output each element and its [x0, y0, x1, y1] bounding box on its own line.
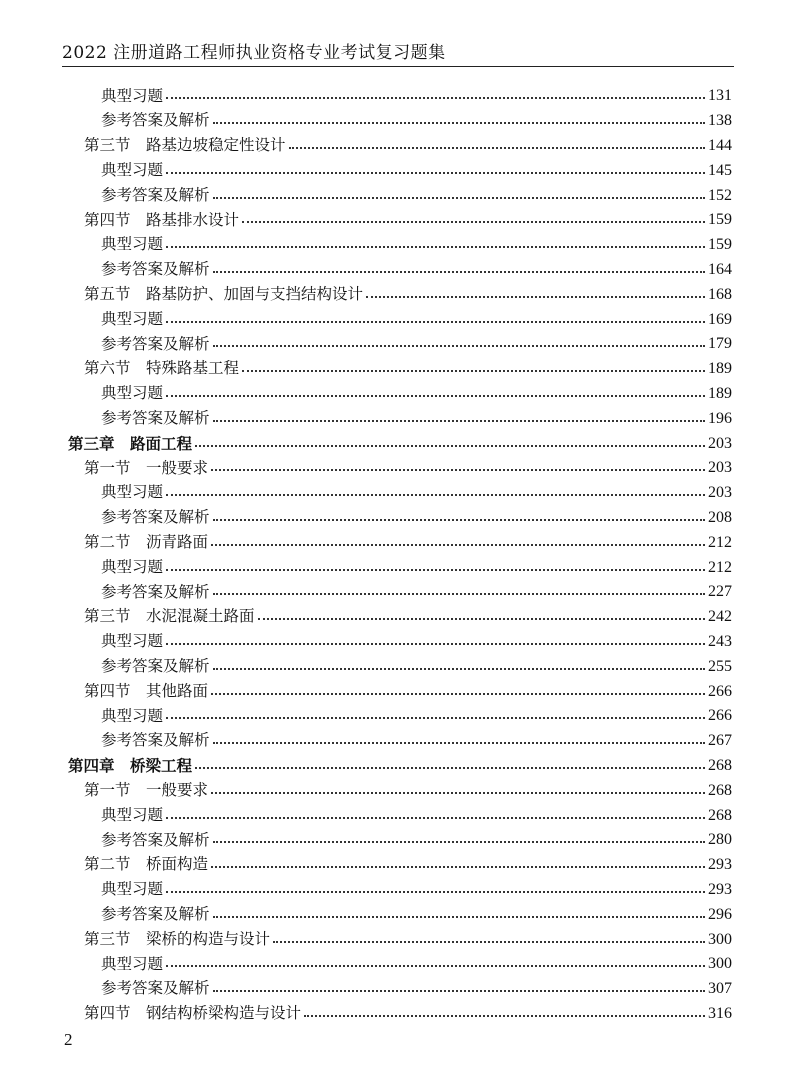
toc-entry-page: 203 — [708, 434, 732, 452]
toc-entry-title: 参考答案及解析 — [101, 334, 210, 353]
running-header: 2022 注册道路工程师执业资格专业考试复习题集 — [62, 43, 446, 63]
toc-entry-page: 212 — [708, 533, 732, 551]
toc-entry-page: 300 — [708, 955, 732, 973]
toc-entry-page: 255 — [708, 657, 732, 675]
toc-entry — [84, 778, 732, 803]
toc-entry-page: 164 — [708, 260, 732, 278]
toc-entry-page: 267 — [708, 732, 732, 750]
dot-leader — [166, 717, 705, 719]
toc-entry — [84, 853, 732, 878]
dot-leader — [195, 767, 705, 769]
dot-leader — [289, 147, 705, 149]
toc-entry-title: 第五节 路基防护、加固与支挡结构设计 — [84, 285, 364, 304]
toc-entry-title: 参考答案及解析 — [101, 830, 210, 849]
dot-leader — [166, 321, 705, 323]
toc-entry-title: 第一节 一般要求 — [84, 781, 209, 800]
toc-entry — [101, 704, 732, 729]
toc-entry-title: 参考答案及解析 — [101, 185, 210, 204]
toc-entry-page: 208 — [708, 508, 732, 526]
toc-entry-title: 第三节 路基边坡稳定性设计 — [84, 136, 286, 155]
toc-entry-title: 参考答案及解析 — [101, 979, 210, 998]
toc-entry — [101, 233, 732, 258]
toc-entry-title: 典型习题 — [101, 309, 164, 328]
toc-entry-page: 189 — [708, 384, 732, 402]
toc-entry — [101, 307, 732, 332]
dot-leader — [166, 891, 705, 893]
toc-entry-page: 168 — [708, 285, 732, 303]
dot-leader — [195, 445, 705, 447]
page-number: 2 — [64, 1030, 73, 1049]
toc-entry-title: 典型习题 — [101, 706, 164, 725]
dot-leader — [213, 742, 705, 744]
toc-entry — [68, 431, 732, 456]
toc-entry-page: 300 — [708, 930, 732, 948]
dot-leader — [166, 965, 705, 967]
toc-entry — [101, 902, 732, 927]
toc-entry-title: 参考答案及解析 — [101, 260, 210, 279]
toc-entry — [101, 555, 732, 580]
toc-entry-title: 第三章 路面工程 — [68, 433, 193, 453]
toc-entry-title: 第二节 桥面构造 — [84, 855, 209, 874]
dot-leader — [213, 197, 705, 199]
toc-entry-title: 参考答案及解析 — [101, 508, 210, 527]
dot-leader — [273, 941, 705, 943]
toc-entry-page: 152 — [708, 186, 732, 204]
toc-entry — [84, 456, 732, 481]
toc-entry-title: 参考答案及解析 — [101, 657, 210, 676]
toc-entry-page: 131 — [708, 87, 732, 105]
toc-entry-page: 203 — [708, 459, 732, 477]
toc-entry — [101, 828, 732, 853]
dot-leader — [166, 395, 705, 397]
dot-leader — [213, 990, 705, 992]
toc-entry-page: 268 — [708, 781, 732, 799]
toc-entry-title: 第六节 特殊路基工程 — [84, 359, 240, 378]
dot-leader — [213, 345, 705, 347]
toc-entry — [101, 84, 732, 109]
toc-entry-title: 第四章 桥梁工程 — [68, 756, 193, 776]
toc-entry — [84, 134, 732, 159]
toc-entry-title: 典型习题 — [101, 805, 164, 824]
dot-leader — [242, 370, 705, 372]
toc-entry — [101, 803, 732, 828]
toc-entry — [101, 332, 732, 357]
toc-entry-title: 典型习题 — [101, 86, 164, 105]
toc-entry-title: 第四节 其他路面 — [84, 681, 209, 700]
dot-leader — [213, 122, 705, 124]
toc-entry-title: 典型习题 — [101, 954, 164, 973]
toc-entry — [84, 605, 732, 630]
toc-entry-title: 第四节 钢结构桥梁构造与设计 — [84, 1004, 302, 1023]
toc-entry-page: 307 — [708, 980, 732, 998]
dot-leader — [258, 618, 705, 620]
dot-leader — [213, 519, 705, 521]
toc-entry-page: 159 — [708, 211, 732, 229]
toc-entry — [101, 878, 732, 903]
dot-leader — [211, 866, 705, 868]
toc-entry-title: 典型习题 — [101, 384, 164, 403]
toc-entry — [101, 158, 732, 183]
dot-leader — [213, 420, 705, 422]
toc-entry-page: 268 — [708, 756, 732, 774]
toc-entry — [68, 754, 732, 779]
toc-entry — [84, 927, 732, 952]
toc-entry — [84, 530, 732, 555]
toc-entry — [84, 208, 732, 233]
toc-entry-title: 第二节 沥青路面 — [84, 533, 209, 552]
toc-entry-page: 179 — [708, 335, 732, 353]
toc-entry-title: 典型习题 — [101, 880, 164, 899]
dot-leader — [213, 841, 705, 843]
toc-entry-page: 138 — [708, 112, 732, 130]
toc-entry — [84, 1002, 732, 1027]
header-divider — [62, 66, 734, 67]
toc-entry-title: 第四节 路基排水设计 — [84, 210, 240, 229]
toc-entry — [101, 729, 732, 754]
toc-entry-page: 227 — [708, 583, 732, 601]
toc-entry-title: 参考答案及解析 — [101, 409, 210, 428]
dot-leader — [166, 494, 705, 496]
toc-entry — [101, 630, 732, 655]
toc-entry-title: 典型习题 — [101, 235, 164, 254]
toc-entry — [101, 952, 732, 977]
dot-leader — [166, 643, 705, 645]
dot-leader — [211, 693, 705, 695]
toc-entry — [101, 382, 732, 407]
toc-entry-page: 280 — [708, 831, 732, 849]
toc-entry-page: 144 — [708, 136, 732, 154]
toc-entry — [101, 258, 732, 283]
toc-entry — [101, 481, 732, 506]
toc-entry — [101, 654, 732, 679]
toc-entry — [101, 506, 732, 531]
toc-entry-page: 266 — [708, 707, 732, 725]
dot-leader — [213, 593, 705, 595]
dot-leader — [366, 296, 705, 298]
dot-leader — [166, 172, 705, 174]
toc-entry-page: 293 — [708, 880, 732, 898]
toc-entry-title: 典型习题 — [101, 483, 164, 502]
dot-leader — [166, 569, 705, 571]
dot-leader — [242, 221, 705, 223]
toc-entry-title: 参考答案及解析 — [101, 731, 210, 750]
dot-leader — [166, 246, 705, 248]
dot-leader — [213, 668, 705, 670]
toc-entry-title: 典型习题 — [101, 557, 164, 576]
toc-entry-page: 196 — [708, 409, 732, 427]
toc-entry-title: 参考答案及解析 — [101, 905, 210, 924]
toc-entry — [101, 406, 732, 431]
dot-leader — [166, 817, 705, 819]
toc-entry-page: 243 — [708, 632, 732, 650]
toc-entry-page: 242 — [708, 608, 732, 626]
dot-leader — [213, 271, 705, 273]
dot-leader — [211, 792, 705, 794]
toc-entry — [101, 580, 732, 605]
toc-entry-page: 266 — [708, 682, 732, 700]
toc-entry-page: 316 — [708, 1004, 732, 1022]
toc-entry-page: 203 — [708, 484, 732, 502]
dot-leader — [211, 469, 705, 471]
toc-entry-title: 第三节 梁桥的构造与设计 — [84, 929, 271, 948]
toc-entry — [84, 357, 732, 382]
toc-entry-title: 参考答案及解析 — [101, 111, 210, 130]
toc-entry-page: 145 — [708, 161, 732, 179]
toc-entry-title: 典型习题 — [101, 161, 164, 180]
toc-entry — [84, 282, 732, 307]
toc-entry-page: 189 — [708, 360, 732, 378]
toc-entry-page: 268 — [708, 806, 732, 824]
toc-entry — [101, 183, 732, 208]
toc-entry-title: 典型习题 — [101, 632, 164, 651]
dot-leader — [166, 97, 705, 99]
toc-entry-title: 第三节 水泥混凝土路面 — [84, 607, 255, 626]
toc-entry-page: 293 — [708, 856, 732, 874]
toc-entry-title: 参考答案及解析 — [101, 582, 210, 601]
dot-leader — [213, 916, 705, 918]
toc-entry-title: 第一节 一般要求 — [84, 458, 209, 477]
toc-entry — [84, 679, 732, 704]
toc-entry-page: 212 — [708, 558, 732, 576]
toc-entry — [101, 977, 732, 1002]
toc-entry-page: 159 — [708, 236, 732, 254]
toc-entry-page: 296 — [708, 905, 732, 923]
dot-leader — [211, 544, 705, 546]
toc-entry — [101, 109, 732, 134]
dot-leader — [304, 1015, 705, 1017]
toc-entry-page: 169 — [708, 310, 732, 328]
